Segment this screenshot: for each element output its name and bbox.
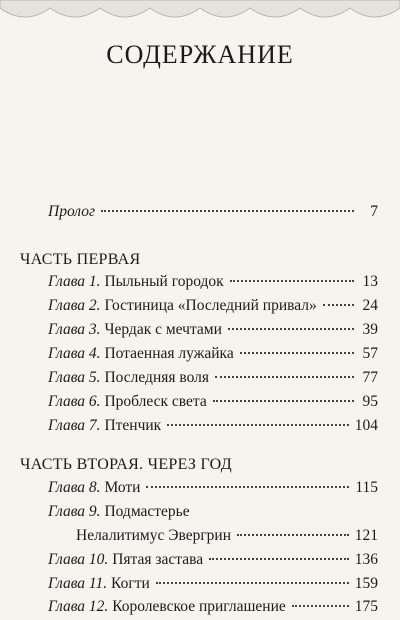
chapter-prefix: Глава 12. — [48, 598, 109, 615]
toc-entry-chapter-2[interactable] — [48, 294, 378, 318]
dot-leader — [213, 400, 354, 402]
toc-entry-label — [48, 270, 224, 294]
dot-leader — [230, 280, 354, 282]
chapter-prefix: Глава 10. — [48, 551, 109, 568]
chapter-title-continuation: Нелалитимус Эвергрин — [76, 527, 232, 544]
toc-entry-page: 95 — [362, 393, 378, 410]
chapter-prefix: Глава 3. — [48, 321, 101, 338]
chapter-title: Проблеск света — [104, 393, 207, 410]
chapter-prefix: Глава 2. — [48, 297, 101, 314]
toc-entry-label — [48, 294, 317, 318]
toc-entry-label — [48, 342, 234, 366]
toc-entry-page: 57 — [362, 345, 378, 362]
toc-entry-page: 159 — [354, 575, 378, 592]
dot-leader — [292, 605, 349, 607]
chapter-prefix: Глава 6. — [48, 393, 101, 410]
chapter-title: Последняя воля — [104, 369, 209, 386]
toc-entry-chapter-7[interactable] — [48, 414, 378, 438]
page-title: СОДЕРЖАНИЕ — [106, 40, 294, 69]
toc-entry-chapter-9-label[interactable] — [48, 500, 190, 524]
chapter-prefix: Глава 8. — [48, 479, 101, 496]
chapter-title: Потаенная лужайка — [104, 345, 234, 362]
toc-entry-chapter-12[interactable] — [48, 595, 378, 619]
dot-leader — [215, 376, 354, 378]
dot-leader — [101, 210, 354, 212]
chapter-title: Пыльный городок — [104, 273, 224, 290]
toc-entry-page: 13 — [362, 273, 378, 290]
toc-entry-label — [48, 390, 207, 414]
toc-entry-page: 121 — [354, 527, 378, 544]
chapter-title: Гостиница «Последний привал» — [104, 297, 317, 314]
toc-entry-chapter-6[interactable] — [48, 390, 378, 414]
toc-entry-chapter-5[interactable] — [48, 366, 378, 390]
toc-entry-page: 115 — [355, 479, 378, 496]
chapter-title: Моти — [104, 479, 141, 496]
toc-entry-label — [48, 476, 140, 500]
chapter-prefix: Глава 5. — [48, 369, 101, 386]
toc-entry-label — [48, 548, 203, 572]
dot-leader — [323, 304, 354, 306]
chapter-title: Птенчик — [104, 417, 162, 434]
toc-entry-chapter-9[interactable] — [76, 524, 378, 548]
toc-entry-chapter-8[interactable] — [48, 476, 378, 500]
toc-entry-page: 7 — [370, 203, 378, 220]
toc-entry-page: 136 — [354, 551, 378, 568]
chapter-prefix: Глава 4. — [48, 345, 101, 362]
toc-entry-prologue[interactable] — [48, 200, 378, 224]
toc-entry-page: 104 — [354, 417, 378, 434]
toc-entry-page: 77 — [362, 369, 378, 386]
toc-entry-label — [48, 366, 209, 390]
dot-leader — [237, 534, 349, 536]
dot-leader — [228, 328, 354, 330]
dot-leader — [240, 352, 354, 354]
dot-leader — [167, 424, 349, 426]
dot-leader — [146, 486, 349, 488]
toc-entry-chapter-4[interactable] — [48, 342, 378, 366]
dot-leader — [209, 558, 349, 560]
toc-entry-label — [48, 572, 150, 596]
toc-entry-label — [48, 414, 161, 438]
chapter-prefix: Глава 7. — [48, 417, 101, 434]
chapter-prefix: Глава 9. — [48, 503, 101, 520]
toc-entry-page: 175 — [354, 598, 378, 615]
chapter-title: Подмастерье — [104, 503, 190, 520]
part-heading-1: ЧАСТЬ ПЕРВАЯ — [20, 251, 141, 268]
toc-entry-chapter-10[interactable] — [48, 548, 378, 572]
chapter-prefix: Глава 11. — [48, 575, 108, 592]
toc-entry-label — [48, 595, 286, 619]
chapter-title: Королевское приглашение — [112, 598, 286, 615]
toc-entry-label: Пролог — [48, 203, 96, 220]
toc-entry-page: 39 — [362, 321, 378, 338]
toc-entry-chapter-3[interactable] — [48, 318, 378, 342]
top-scallop-border — [0, 0, 400, 26]
part-heading-2: ЧАСТЬ ВТОРАЯ. ЧЕРЕЗ ГОД — [20, 456, 232, 473]
chapter-title: Чердак с мечтами — [104, 321, 222, 338]
toc-entry-chapter-11[interactable] — [48, 572, 378, 596]
toc-entry-page: 24 — [362, 297, 378, 314]
chapter-title: Пятая застава — [112, 551, 204, 568]
toc-entry-chapter-1[interactable] — [48, 270, 378, 294]
chapter-prefix: Глава 1. — [48, 273, 101, 290]
chapter-title: Когти — [111, 575, 150, 592]
dot-leader — [156, 582, 349, 584]
toc-entry-label — [48, 318, 222, 342]
